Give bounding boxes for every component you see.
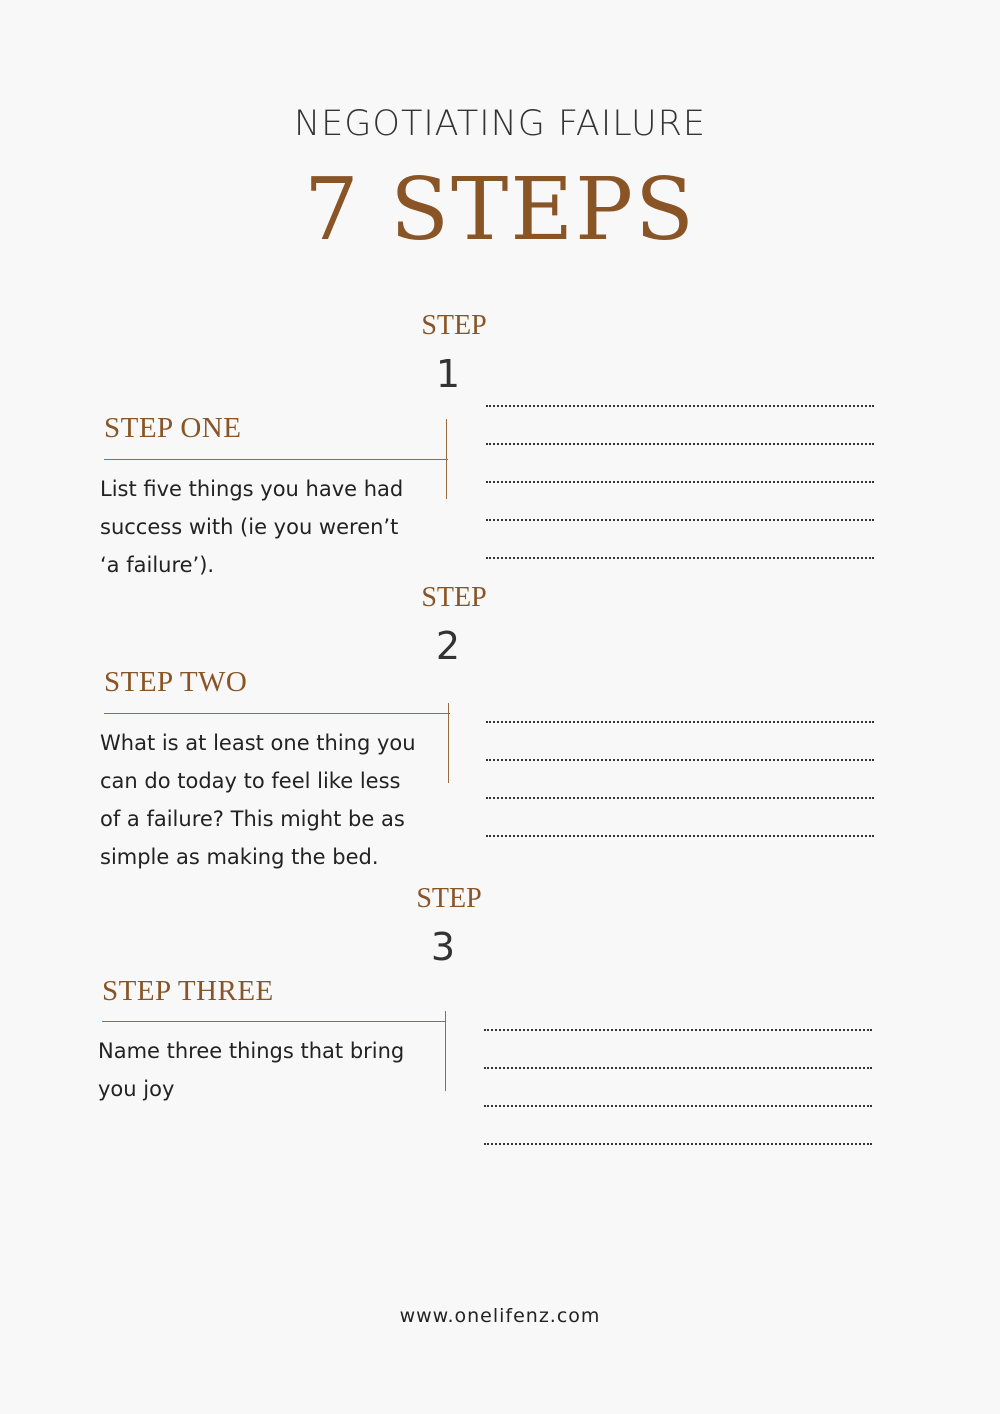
- vertical-divider: [446, 419, 447, 499]
- answer-line[interactable]: [484, 1105, 872, 1107]
- answer-line[interactable]: [486, 557, 874, 559]
- step-heading: STEP ONE: [104, 412, 242, 444]
- vertical-divider: [448, 703, 449, 783]
- answer-line[interactable]: [486, 797, 874, 799]
- step-label: STEP: [421, 582, 487, 613]
- step-heading: STEP TWO: [104, 666, 248, 698]
- answer-line[interactable]: [484, 1143, 872, 1145]
- step-number: 3: [430, 925, 456, 969]
- step-label: STEP: [421, 310, 487, 341]
- step-number: 1: [435, 352, 461, 396]
- vertical-divider: [445, 1011, 446, 1091]
- answer-line[interactable]: [486, 721, 874, 723]
- answer-line[interactable]: [486, 443, 874, 445]
- answer-line[interactable]: [486, 519, 874, 521]
- document-title: 7 STEPS: [304, 160, 696, 260]
- step-description: Name three things that bring you joy: [98, 1039, 405, 1101]
- step-description: What is at least one thing you can do today to feel like less of a failure? This might be as simple as making the bed.: [100, 731, 416, 869]
- document-subtitle: NEGOTIATING FAILURE: [293, 104, 706, 144]
- answer-line[interactable]: [484, 1067, 872, 1069]
- answer-line[interactable]: [486, 405, 874, 407]
- heading-underline: [104, 713, 450, 714]
- heading-underline: [102, 1021, 446, 1022]
- answer-line[interactable]: [486, 759, 874, 761]
- step-label: STEP: [416, 883, 482, 914]
- answer-line[interactable]: [484, 1029, 872, 1031]
- footer-website[interactable]: www.onelifenz.com: [399, 1305, 601, 1327]
- heading-underline: [104, 459, 448, 460]
- answer-line[interactable]: [486, 481, 874, 483]
- answer-line[interactable]: [486, 835, 874, 837]
- step-heading: STEP THREE: [102, 975, 274, 1007]
- step-description: List five things you have had success with (ie you weren’t ‘a failure’).: [100, 477, 404, 577]
- step-number: 2: [435, 624, 461, 668]
